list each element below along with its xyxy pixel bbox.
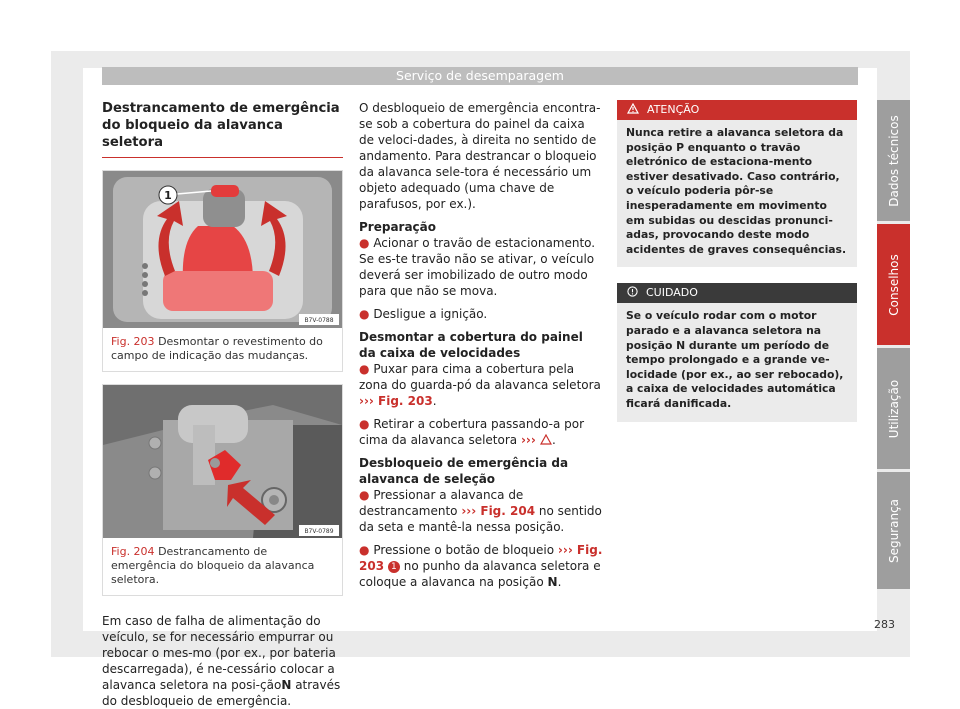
subheading-preparation: Preparação <box>359 220 437 234</box>
info-circle-icon <box>627 286 638 297</box>
gear-lever-illustration <box>103 171 342 328</box>
callout-1: 1 <box>164 189 172 202</box>
bullet-item: ● Acionar o travão de estacionamento. Se es-te travão não se ativar, o veículo deverá ser imobilizado de outro modo para que não se mova. <box>359 236 596 298</box>
warning-triangle-icon <box>627 103 639 114</box>
subheading-cover: Desmontar a cobertura do painel da caixa de velocidades <box>359 330 583 360</box>
bullet-item: ● Pressionar a alavanca de destrancamento ››› Fig. 204 no sentido da seta e mantê-la nessa posição. <box>359 488 602 534</box>
callout-badge: 1 <box>388 561 400 573</box>
caution-box <box>617 283 857 421</box>
figure-code: B7V-0789 <box>304 528 334 535</box>
side-tab-conselhos[interactable]: Conselhos <box>877 224 910 345</box>
release-lever-illustration <box>103 385 342 538</box>
page-number: 283 <box>874 618 895 631</box>
figure-number: Fig. 203 <box>111 335 155 348</box>
intro-paragraph: O desbloqueio de emergência encontra-se sob a cobertura do painel da caixa de veloci-dades, à direita no sentido de andamento. Para destrancar o bloqueio da alavanca sele-tora é necessário um objeto adequado (uma chave de parafusos, por ex.). <box>359 101 601 211</box>
warning-header <box>617 100 857 120</box>
figure-number: Fig. 204 <box>111 545 155 558</box>
side-tab-dados-tecnicos[interactable]: Dados técnicos <box>877 100 910 221</box>
column-left <box>102 100 343 709</box>
warning-link[interactable]: ››› <box>521 433 552 447</box>
subheading-unlock: Desbloqueio de emergência da alavanca de seleção <box>359 456 569 486</box>
caution-text: Se o veículo rodar com o motor parado e a alavanca seletora na posição N durante um período de tempo prolongado e a grande ve-locidade (por ex., ao ser rebocado), a caixa de velocidades automática ficará danificada. <box>626 309 844 410</box>
caption-text: Destrancamento de emergência do bloqueio da alavanca seletora. <box>111 545 315 586</box>
warning-title: ATENÇÃO <box>647 103 700 116</box>
warning-box <box>617 100 857 267</box>
bullet-item: ● Retirar a cobertura passando-a por cima da alavanca seletora ››› . <box>359 417 585 447</box>
body-paragraph <box>102 613 343 709</box>
column-right <box>617 100 857 438</box>
caution-header <box>617 283 857 303</box>
paragraph-text: Em caso de falha de alimentação do veículo, se for necessário empurrar ou rebocar o mes-mo (por ex., por bateria descarregada), é ne-cessário colocar a alavanca seletora na posi-ção <box>102 614 336 692</box>
gear-position: N <box>281 678 292 692</box>
section-heading: Destrancamento de emergência do bloqueio da alavanca seletora <box>102 101 340 150</box>
side-tab-seguranca[interactable]: Segurança <box>877 472 910 589</box>
figure-code: B7V-0788 <box>304 317 334 324</box>
caption-text: Desmontar o revestimento do campo de indicação das mudanças. <box>111 335 323 362</box>
warning-triangle-icon <box>540 434 552 445</box>
heading-rule <box>102 157 343 158</box>
figure-204 <box>102 384 343 596</box>
figure-link[interactable]: ››› Fig. 204 <box>461 504 536 518</box>
figure-link[interactable]: ››› Fig. 203 <box>359 394 433 408</box>
side-tab-utilizacao[interactable]: Utilização <box>877 348 910 469</box>
figure-caption <box>103 328 342 371</box>
figure-caption <box>103 538 342 595</box>
figure-203 <box>102 170 343 372</box>
column-middle <box>359 100 603 597</box>
section-header: Serviço de desemparagem <box>102 67 858 85</box>
bullet-item: ● Pressione o botão de bloqueio ››› Fig. 203 1 no punho da alavanca seletora e coloque a alavanca na posição N. <box>359 543 603 589</box>
paragraph-text-end: através do desbloqueio de emergência. <box>102 678 341 708</box>
gear-position: N <box>547 575 558 589</box>
warning-text: Nunca retire a alavanca seletora da posição P enquanto o travão eletrónico de estaciona-mento estiver desativado. Caso contrário, o veículo poderia pôr-se inesperadamente em movimento em subidas ou descidas pronunci-adas, provocando deste modo acidentes de graves consequências. <box>626 126 847 256</box>
bullet-item: ● Puxar para cima a cobertura pela zona do guarda-pó da alavanca seletora ››› Fig. 203. <box>359 362 601 408</box>
figure-link[interactable]: ››› Fig. 203 <box>359 543 603 573</box>
bullet-item: ● Desligue a ignição. <box>359 307 488 321</box>
caution-title: CUIDADO <box>646 286 698 300</box>
